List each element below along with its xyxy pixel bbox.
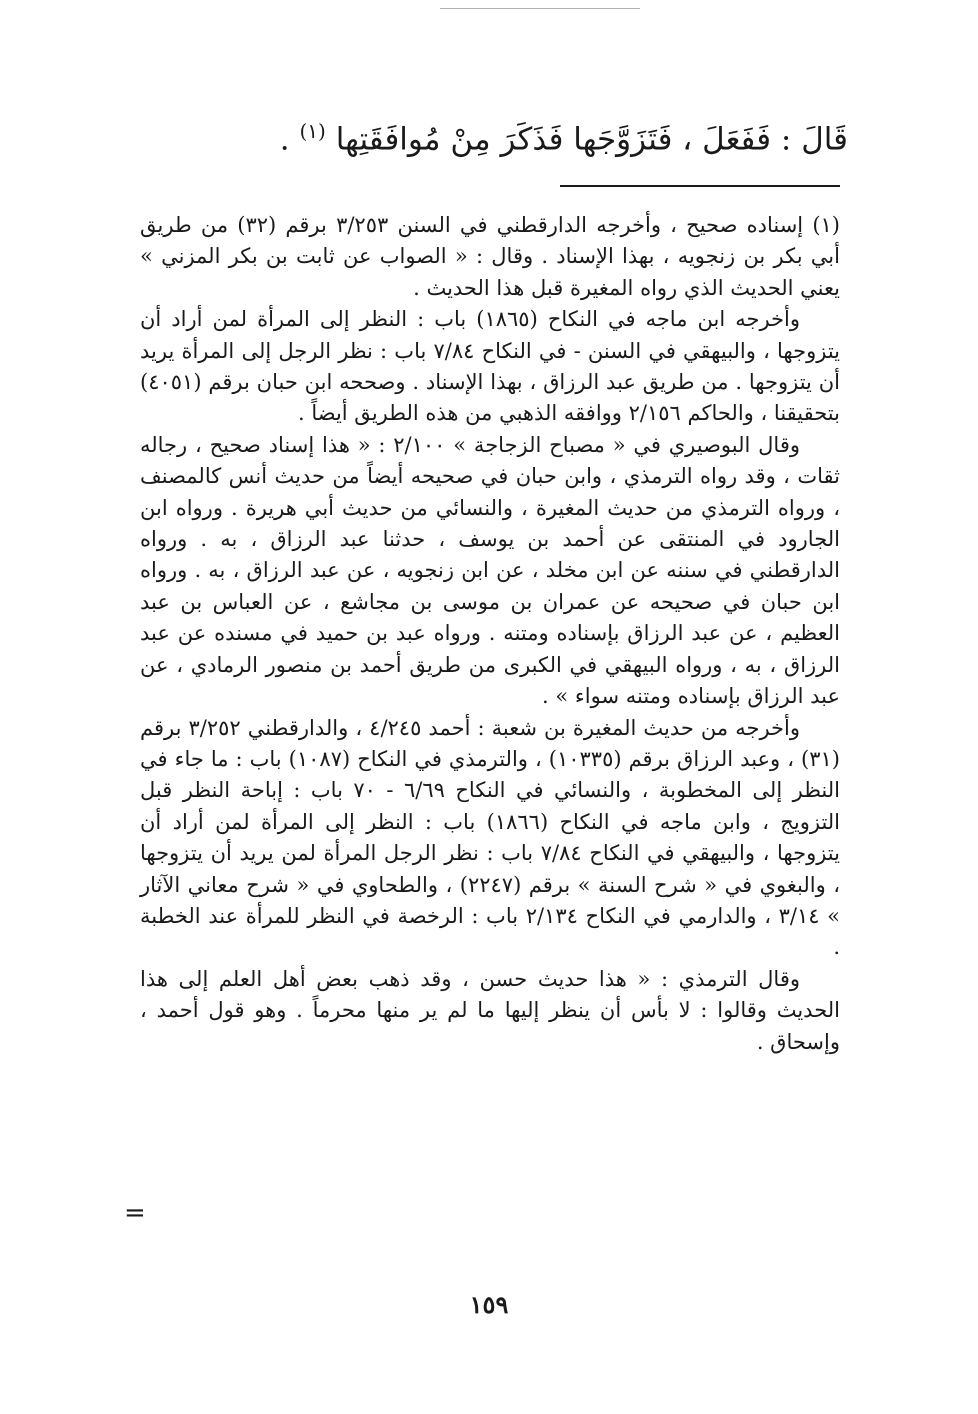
footnote-paragraph: وقال البوصيري في « مصباح الزجاجة » ٢/١٠٠ : « هذا إسناد صحيح ، رجاله ثقات ، وقد رواه الترمذي ، وابن حبان في صحيحه أيضاً من حديث أنس كالمصنف ، ورواه الترمذي من حديث المغيرة ، والنسائي من حديث أبي هريرة . ورواه ابن الجارود في المنتقى عن أحمد بن يوسف ، حدثنا عبد الرزاق ، به . ورواه الدارقطني في سننه عن ابن مخلد ، عن ابن زنجويه ، عن عبد الرزاق ، به . ورواه ابن حبان في صحيحه عن عمران بن موسى بن مجاشع ، عن العباس بن عبد العظيم ، عن عبد الرزاق بإسناده ومتنه . ورواه عبد بن حميد في مسنده عن عبد الرزاق ، به ، ورواه البيهقي في الكبرى من طريق أحمد بن منصور الرمادي ، عن عبد الرزاق بإسناده ومتنه سواء » . bbox=[140, 432, 840, 709]
page-number: ١٥٩ bbox=[469, 1290, 509, 1319]
main-text: قَالَ : فَفَعَلَ ، فَتَزَوَّجَها فَذَكَرَ مِنْ مُوافَقَتِها bbox=[335, 121, 848, 158]
footnotes bbox=[140, 210, 840, 1058]
footnote-paragraph: وأخرجه من حديث المغيرة بن شعبة : أحمد ٤/٢٤٥ ، والدارقطني ٣/٢٥٢ برقم (٣١) ، وعبد الرزاق برقم (١٠٣٣٥) ، والترمذي في النكاح (١٠٨٧) باب : ما جاء في النظر إلى المخطوبة ، والنسائي في النكاح ٦/٦٩ - ٧٠ باب : إباحة النظر قبل التزويج ، وابن ماجه في النكاح (١٨٦٦) باب : النظر إلى المرأة لمن أراد أن يتزوجها ، والبيهقي في النكاح ٧/٨٤ باب : نظر الرجل المرأة لمن يريد أن يتزوجها ، والبغوي في « شرح السنة » برقم (٢٢٤٧) ، والطحاوي في « شرح معاني الآثار » ٣/١٤ ، والدارمي في النكاح ٢/١٣٤ باب : الرخصة في النظر للمرأة عند الخطبة . bbox=[140, 715, 841, 960]
footnote-separator bbox=[560, 185, 840, 187]
top-rule bbox=[440, 8, 640, 9]
continuation-mark: = bbox=[124, 1198, 146, 1228]
footnote-paragraph: وأخرجه ابن ماجه في النكاح (١٨٦٥) باب : النظر إلى المرأة لمن أراد أن يتزوجها ، والبيهقي في السنن - في النكاح ٧/٨٤ باب : نظر الرجل إلى المرأة يريد أن يتزوجها . من طريق عبد الرزاق ، بهذا الإسناد . وصححه ابن حبان برقم (٤٠٥١) بتحقيقنا ، والحاكم ٢/١٥٦ ووافقه الذهبي من هذه الطريق أيضاً . bbox=[140, 307, 840, 426]
footnote-paragraph: (١) إسناده صحيح ، وأخرجه الدارقطني في السنن ٣/٢٥٣ برقم (٣٢) من طريق أبي بكر بن زنجويه ، بهذا الإسناد . وقال : « الصواب عن ثابت بن بكر المزني » يعني الحديث الذي رواه المغيرة قبل هذا الحديث . bbox=[140, 213, 840, 300]
main-text-end: . bbox=[279, 121, 290, 158]
main-text-line bbox=[279, 103, 848, 167]
footnote-reference: (١) bbox=[299, 119, 326, 143]
footnote-paragraph: وقال الترمذي : « هذا حديث حسن ، وقد ذهب بعض أهل العلم إلى هذا الحديث وقالوا : لا بأس أن ينظر إليها ما لم ير منها محرماً . وهو قول أحمد ، وإسحاق . bbox=[140, 966, 840, 1054]
